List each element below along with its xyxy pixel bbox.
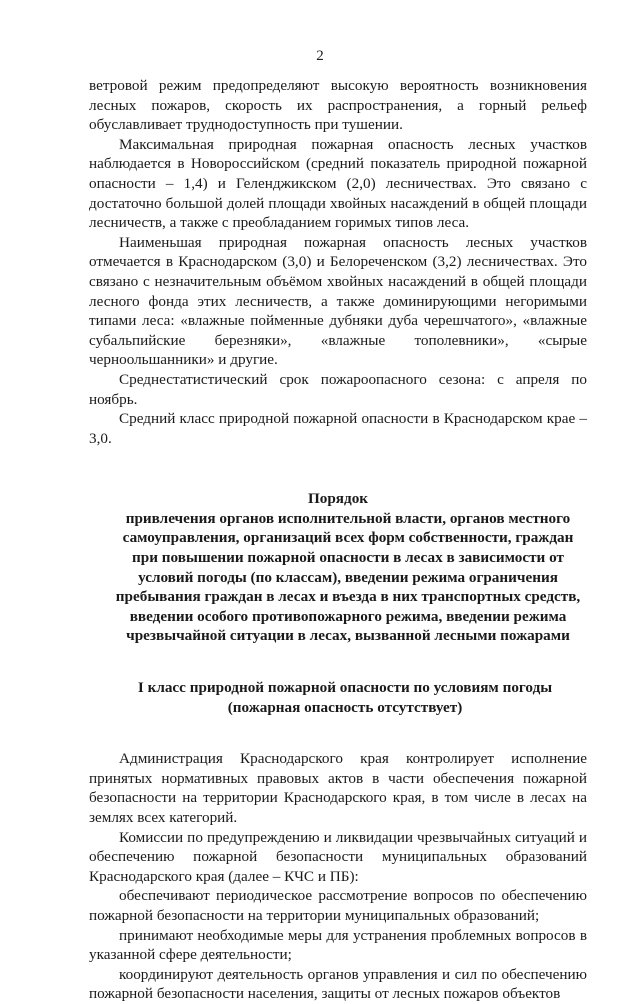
paragraph-review: обеспечивают периодическое рассмотрение вопросов по обеспечению пожарной безопасности на территории муниципальных образований; [89, 887, 587, 924]
class-heading [89, 678, 587, 717]
paragraph-min-fire-danger: Наименьшая природная пожарная опасность лесных участков отмечается в Краснодарском (3,0) и Белореченском (3,2) лесничествах. Это связано с незначительным объёмом хвойных насаждений в общей площади лесного фонда этих лесничеств, а также доминирующими негоримыми типами леса: «влажные пойменные дубняки дуба черешчатого», «влажные субальпийские березняки», «влажные тополевники», «сырые черноольшанники» и другие. [89, 233, 587, 369]
class-heading-line1: I класс природной пожарной опасности по условиям погоды [137, 679, 553, 697]
order-title: Порядок [307, 490, 369, 508]
order-subtitle: привлечения органов исполнительной власти, органов местного самоуправления, организаций всех форм собственности, граждан при повышении пожарной опасности в лесах в зависимости от условий погоды (по классам), введении режима ограничения пребывания граждан в лесах и въезда в них транспортных средств, введении особого противопожарного режима, введении режима чрезвычайной ситуации в лесах, вызванной лесными пожарами [115, 509, 581, 645]
paragraph-average-class: Средний класс природной пожарной опасности в Краснодарском крае – 3,0. [89, 410, 587, 447]
paragraph-commissions: Комиссии по предупреждению и ликвидации чрезвычайных ситуаций и обеспечению пожарной безопасности муниципальных образований Краснодарского края (далее – КЧС и ПБ): [89, 828, 587, 885]
paragraph-fire-season: Среднестатистический срок пожароопасного сезона: с апреля по ноябрь. [89, 370, 587, 408]
paragraph-max-fire-danger: Максимальная природная пожарная опасность лесных участков наблюдается в Новороссийском (средний показатель природной пожарной опасности – 1,4) и Геленджикском (2,0) лесничествах. Это связано с достаточно большой долей площади хвойных насаждений в общей площади лесничеств, а также с преобладанием горимых типов леса. [89, 135, 587, 232]
document-body [89, 76, 587, 1004]
paragraph-wind-regime: ветровой режим предопределяют высокую вероятность возникновения лесных пожаров, скорость их распространения, а горный рельеф обуславливает труднодоступность при тушении. [89, 77, 587, 134]
page-number: 2 [316, 48, 324, 64]
paragraph-coordinate: координируют деятельность органов управления и сил по обеспечению пожарной безопасности населения, защиты от лесных пожаров объектов [89, 965, 587, 1003]
class-heading-line2: (пожарная опасность отсутствует) [227, 698, 463, 716]
paragraph-measures: принимают необходимые меры для устранения проблемных вопросов в указанной сфере деятельности; [89, 926, 587, 964]
paragraph-administration: Администрация Краснодарского края контролирует исполнение принятых нормативных правовых актов в части обеспечения пожарной безопасности на территории Краснодарского края, в том числе в лесах на землях всех категорий. [89, 750, 587, 826]
